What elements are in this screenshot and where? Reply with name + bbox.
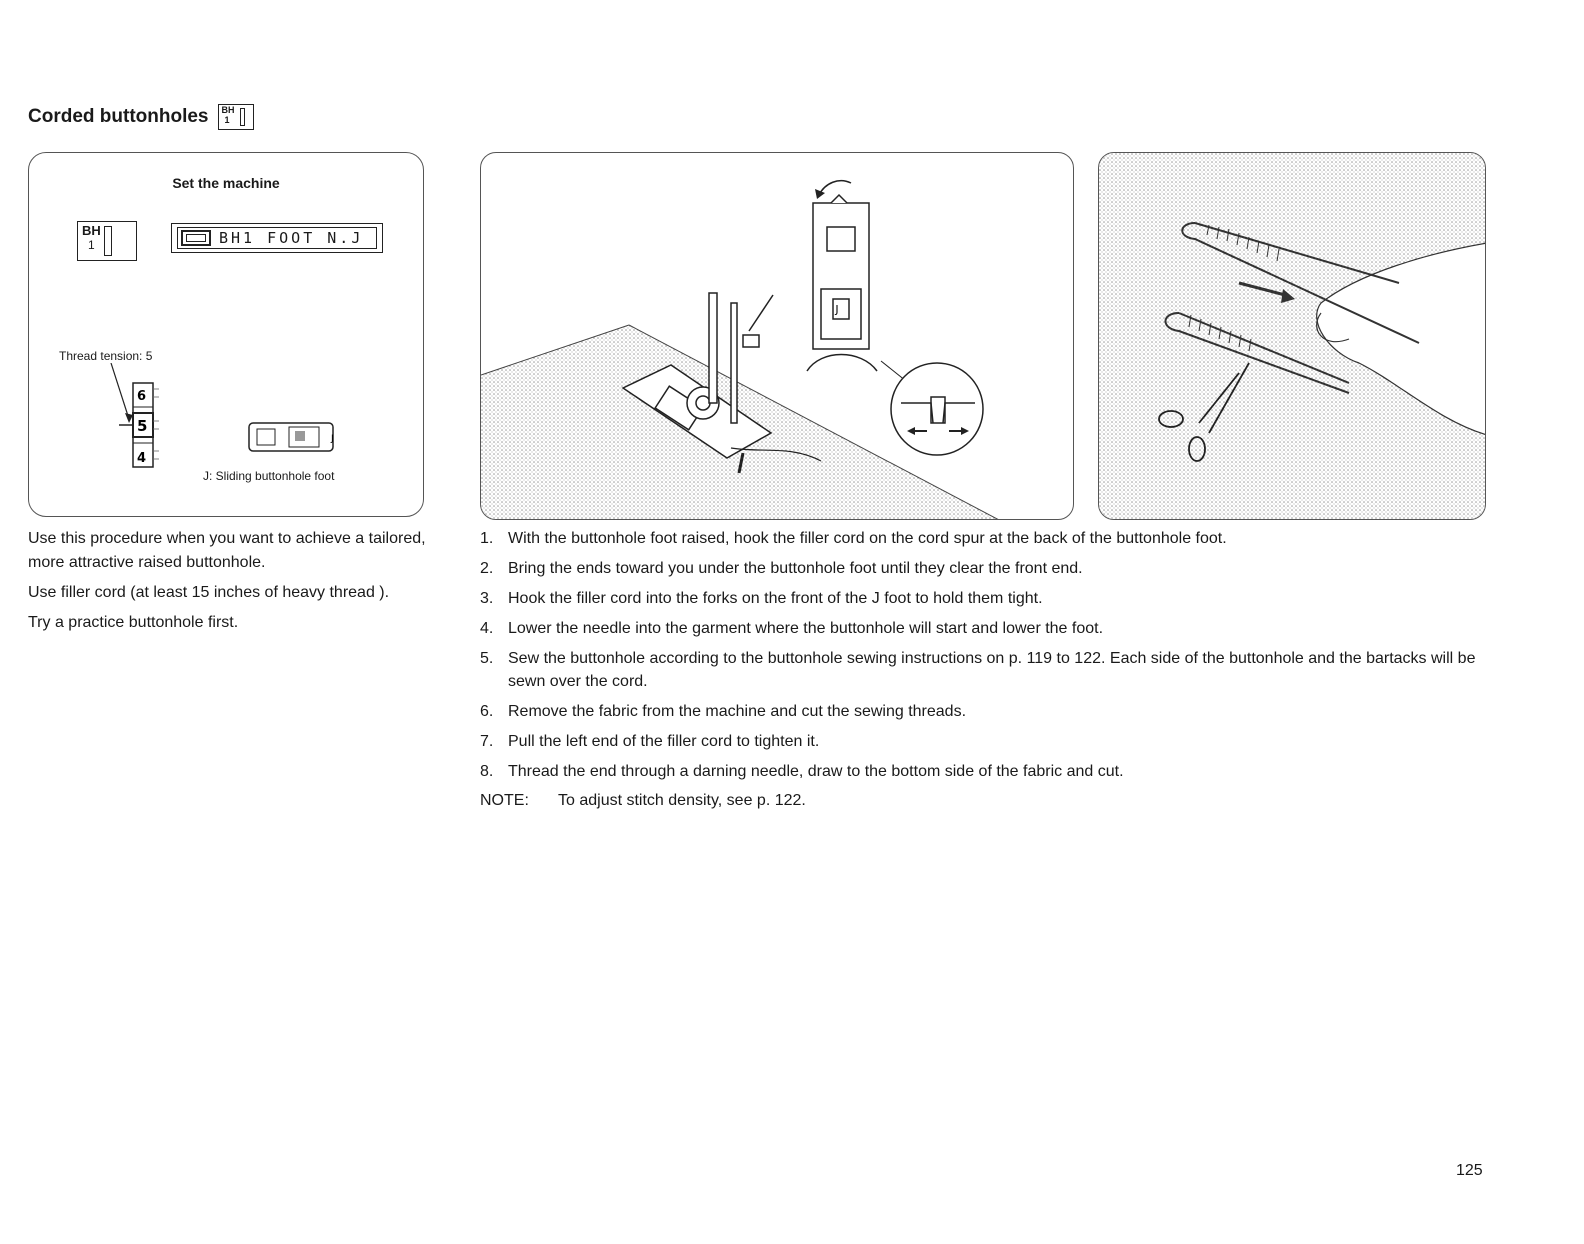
lcd-text: BH1 FOOT N.J: [219, 229, 364, 247]
title-text: Corded buttonholes: [28, 106, 209, 127]
page-title: [28, 104, 254, 130]
buttonhole-pattern-icon: BH 1: [77, 221, 137, 261]
buttonhole-symbol-icon: [181, 230, 211, 246]
set-machine-panel: [28, 152, 424, 517]
step-item: 6. Remove the fabric from the machine and cut the sewing threads.: [480, 703, 967, 720]
intro-paragraph: Try a practice buttonhole first.: [28, 614, 239, 631]
lcd-display: [171, 223, 383, 253]
set-machine-heading: Set the machine: [172, 175, 280, 191]
step-item: 2. Bring the ends toward you under the buttonhole foot until they clear the front end.: [480, 560, 1083, 577]
step-item: 5. Sew the buttonhole according to the buttonhole sewing instructions on p. 119 to 122. Each side of the buttonhole and the bartacks will be sewn over the cord.: [480, 650, 1476, 690]
buttonhole-foot-illustration: [480, 152, 1074, 520]
step-item: 7. Pull the left end of the filler cord to tighten it.: [480, 733, 820, 750]
tension-dial-icon: [89, 363, 169, 473]
note-text: To adjust stitch density, see p. 122.: [558, 792, 806, 809]
sliding-foot-label: J: Sliding buttonhole foot: [203, 469, 335, 483]
buttonhole-mode-icon: BH 1: [218, 104, 254, 130]
dial-number-6: 6: [137, 389, 147, 404]
thread-tension-label: Thread tension: 5: [59, 349, 153, 363]
step-item: 8. Thread the end through a darning needle, draw to the bottom side of the fabric and cut.: [480, 763, 1124, 780]
step-item: 4. Lower the needle into the garment where the buttonhole will start and lower the foot.: [480, 620, 1104, 637]
note-label: NOTE:: [480, 792, 529, 809]
page-number: 125: [1456, 1162, 1483, 1179]
step-item: 1. With the buttonhole foot raised, hook the filler cord on the cord spur at the back of the buttonhole foot.: [480, 530, 1227, 547]
dial-number-4: 4: [137, 451, 147, 466]
dial-number-5: 5: [137, 417, 148, 435]
sliding-buttonhole-foot-icon: [243, 417, 343, 457]
j-foot-letter: J: [835, 303, 839, 316]
intro-text: [28, 527, 428, 641]
note: [480, 789, 806, 812]
intro-paragraph: Use filler cord (at least 15 inches of heavy thread ).: [28, 584, 390, 601]
step-item: 3. Hook the filler cord into the forks on the front of the J foot to hold them tight.: [480, 590, 1043, 607]
pull-cord-illustration: [1098, 152, 1486, 520]
intro-paragraph: Use this procedure when you want to achieve a tailored, more attractive raised buttonhole.: [28, 530, 426, 571]
steps-list: [480, 527, 1500, 790]
foot-letter-j: J: [331, 434, 334, 444]
